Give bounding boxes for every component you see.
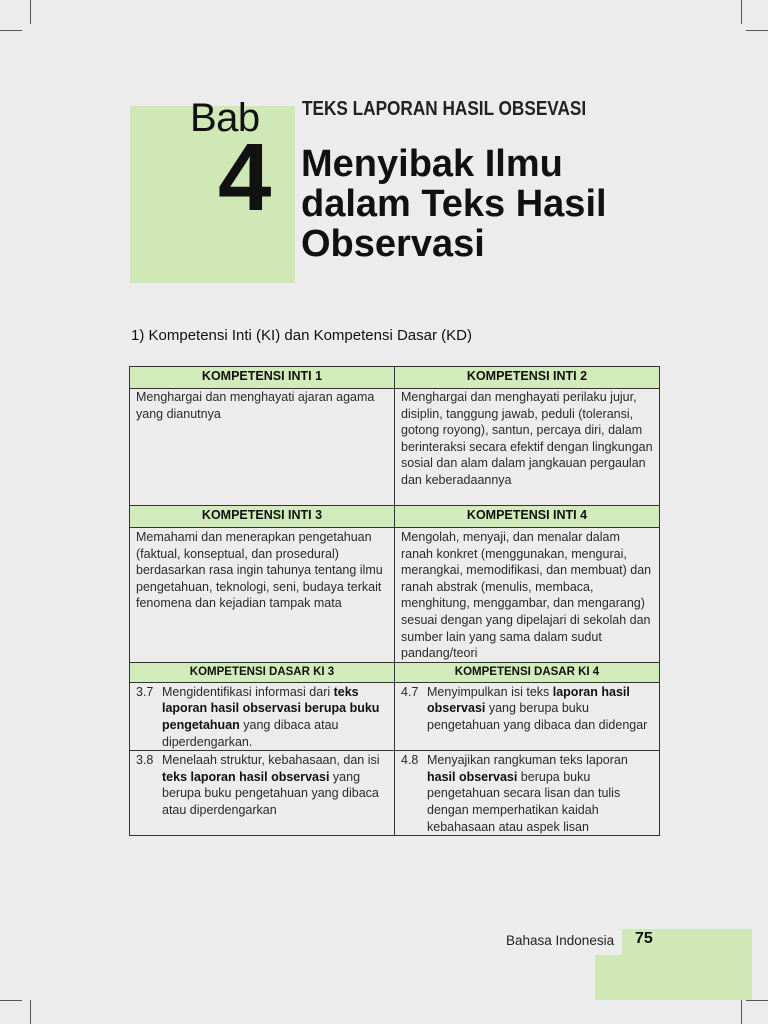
header-kd-3: KOMPETENSI DASAR KI 3 (130, 662, 395, 682)
cell-ki-2: Menghargai dan menghayati perilaku jujur, disiplin, tanggung jawab, peduli (toleransi, gotong royong), santun, percaya diri, dalam berinteraksi secara efektif dengan lingkungan sosial dan alam dalam jangkauan pergaulan dan keberadaannya (395, 389, 660, 506)
kd-text-bold: teks laporan hasil observasi berupa buku pengetahuan (162, 684, 380, 732)
kd-text (427, 684, 655, 734)
kd-number: 4.8 (401, 753, 419, 768)
header-ki-3: KOMPETENSI INTI 3 (130, 506, 395, 528)
kd-text-bold: teks laporan hasil observasi (162, 769, 330, 784)
kd-number: 3.7 (136, 684, 154, 699)
cell-kd-4-7 (395, 682, 660, 750)
kd-text-part: yang berupa buku pengetahuan yang dibaca dan didengar (427, 701, 648, 732)
cell-ki-3: Memahami dan menerapkan pengetahuan (faktual, konseptual, dan prosedural) berdasarkan rasa ingin tahunya tentang ilmu pengetahuan, teknologi, seni, budaya terkait fenomena dan kejadian tampak mata (130, 528, 395, 663)
cell-kd-3-8 (130, 751, 395, 836)
cell-kd-3-7 (130, 682, 395, 750)
kd-item (401, 752, 655, 835)
crop-mark (746, 30, 768, 31)
table-row (130, 751, 660, 836)
kd-text (427, 752, 655, 835)
table-header-row (130, 662, 660, 682)
footer-subject: Bahasa Indonesia (506, 933, 615, 948)
chapter-title-line: Menyibak Ilmu (301, 143, 563, 185)
cell-ki-4: Mengolah, menyaji, dan menalar dalam ranah konkret (menggunakan, mengurai, merangkai, memodifikasi, dan membuat) dan ranah abstrak (menulis, membaca, menghitung, menggambar, dan mengarang) sesuai dengan yang dipelajari di sekolah dan sumber lain yang sama dalam sudut pandang/teori (395, 528, 660, 663)
chapter-title-line: Observasi (301, 223, 485, 265)
kd-text-part: Menyajikan rangkuman teks laporan (427, 753, 628, 768)
page-number: 75 (635, 930, 653, 947)
chapter-number: 4 (218, 124, 272, 231)
kd-text-bold: laporan hasil observasi (427, 684, 630, 716)
cell-kd-4-8 (395, 751, 660, 836)
crop-mark (741, 0, 742, 24)
kd-text-part: Menelaah struktur, kebahasaan, dan isi (162, 753, 380, 768)
crop-mark (746, 1000, 768, 1001)
crop-mark (30, 1000, 31, 1024)
header-ki-2: KOMPETENSI INTI 2 (395, 367, 660, 389)
footer-decoration (595, 955, 752, 1000)
header-kd-4: KOMPETENSI DASAR KI 4 (395, 662, 660, 682)
chapter-subtitle: TEKS LAPORAN HASIL OBSEVASI (302, 98, 587, 120)
chapter-title-line: dalam Teks Hasil (301, 183, 607, 225)
table-row (130, 682, 660, 750)
kd-item (136, 684, 390, 750)
table-row (130, 389, 660, 506)
kd-text-part: Menyimpulkan isi teks (427, 684, 553, 699)
chapter-label: Bab (190, 96, 260, 140)
competency-table (129, 366, 660, 836)
kd-text (162, 752, 390, 818)
kd-text-part: yang berupa buku pengetahuan yang dibaca atau diperdengarkan (162, 769, 379, 817)
kd-text-part: Mengidentifikasi informasi dari (162, 684, 334, 699)
kd-text-part: yang dibaca atau diperdengarkan. (162, 717, 339, 749)
kd-text-bold: hasil observasi (427, 769, 518, 784)
header-ki-1: KOMPETENSI INTI 1 (130, 367, 395, 389)
kd-text-part: berupa buku pengetahuan secara lisan dan tulis dengan memperhatikan kaidah kebahasaan atau aspek lisan (427, 769, 621, 834)
crop-mark (30, 0, 31, 24)
kd-number: 3.8 (136, 753, 154, 768)
kd-number: 4.7 (401, 684, 419, 699)
crop-mark (0, 30, 22, 31)
section-heading: 1) Kompetensi Inti (KI) dan Kompetensi Dasar (KD) (131, 327, 472, 344)
crop-mark (741, 1000, 742, 1024)
crop-mark (0, 1000, 22, 1001)
table-row (130, 528, 660, 663)
table-header-row (130, 506, 660, 528)
kd-item (136, 752, 390, 818)
cell-ki-1: Menghargai dan menghayati ajaran agama yang dianutnya (130, 389, 395, 506)
kd-text (162, 684, 390, 750)
chapter-title (301, 144, 661, 264)
kd-item (401, 684, 655, 734)
table-header-row (130, 367, 660, 389)
header-ki-4: KOMPETENSI INTI 4 (395, 506, 660, 528)
